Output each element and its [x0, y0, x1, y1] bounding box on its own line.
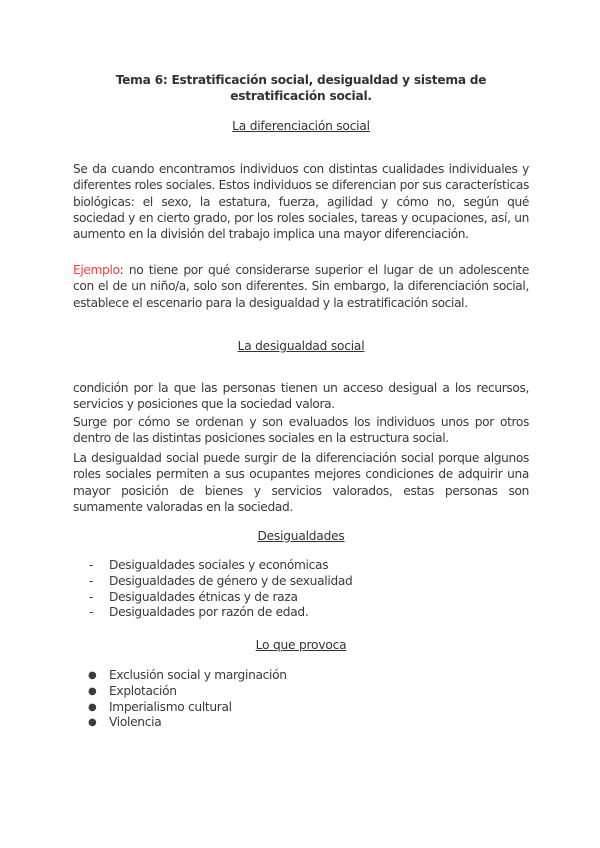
- heading-desigualdad-social: La desigualdad social: [237, 339, 365, 353]
- paragraph-desigualdad-definition: condición por la que las personas tienen un acceso desigual a los recursos, servicios y posiciones que la sociedad valora.: [73, 381, 529, 412]
- heading-diferenciacion-social: La diferenciación social: [232, 119, 370, 133]
- dash-marker: -: [89, 558, 94, 572]
- example-text: : no tiene por qué considerarse superior el lugar de un adolescente con el de un niño/a, solo son diferentes. Sin embargo, la diferenciación social, establece el escenario para la desigualdad y la estratificación social.: [73, 263, 529, 310]
- example-label: Ejemplo: [73, 263, 120, 277]
- bullet-icon: ●: [88, 670, 97, 681]
- list-item: - Desigualdades étnicas y de raza: [89, 589, 298, 604]
- bullet-icon: ●: [88, 717, 97, 729]
- list-item: - Desigualdades de género y de sexualidad: [89, 573, 353, 588]
- paragraph-example: [73, 262, 529, 311]
- list-item: - Desigualdades por razón de edad.: [89, 605, 309, 620]
- dash-marker: -: [89, 605, 94, 620]
- document-title: Tema 6: Estratificación social, desigualdad y sistema de estratificación social.: [115, 73, 487, 103]
- list-item: - Desigualdades sociales y económicas: [89, 558, 329, 572]
- provoca-list: [73, 668, 529, 731]
- paragraph-diferenciacion: Se da cuando encontramos individuos con distintas cualidades individuales y diferentes roles sociales. Estos individuos se diferencian por sus características biológicas: el sexo, la estatura, fuerza, agilidad y cómo no, según qué sociedad y en cierto grado, por los roles sociales, tareas y ocupaciones, así, un aumento en la división del trabajo implica una mayor diferenciación.: [73, 162, 529, 242]
- dash-marker: -: [89, 573, 94, 588]
- dash-marker: -: [89, 589, 94, 604]
- list-item: ● Explotación: [88, 683, 177, 698]
- heading-desigualdades: Desigualdades: [257, 529, 345, 543]
- list-item: ● Imperialismo cultural: [88, 699, 232, 714]
- paragraph-desigualdad-origin: Surge por cómo se ordenan y son evaluados los individuos unos por otros dentro de las distintas posiciones sociales en la estructura social.: [73, 415, 529, 446]
- bullet-icon: ●: [88, 685, 97, 697]
- paragraph-desigualdad-roles: La desigualdad social puede surgir de la diferenciación social porque algunos roles sociales permiten a sus ocupantes mejores condiciones de adquirir una mayor posición de bienes y servicios valorados, estas personas son sumamente valoradas en la sociedad.: [73, 451, 529, 514]
- desigualdades-list: [73, 558, 529, 621]
- heading-lo-que-provoca: Lo que provoca: [255, 638, 347, 652]
- list-item: ● Exclusión social y marginación: [88, 668, 287, 682]
- list-item: ● Violencia: [88, 715, 162, 730]
- bullet-icon: ●: [88, 701, 97, 713]
